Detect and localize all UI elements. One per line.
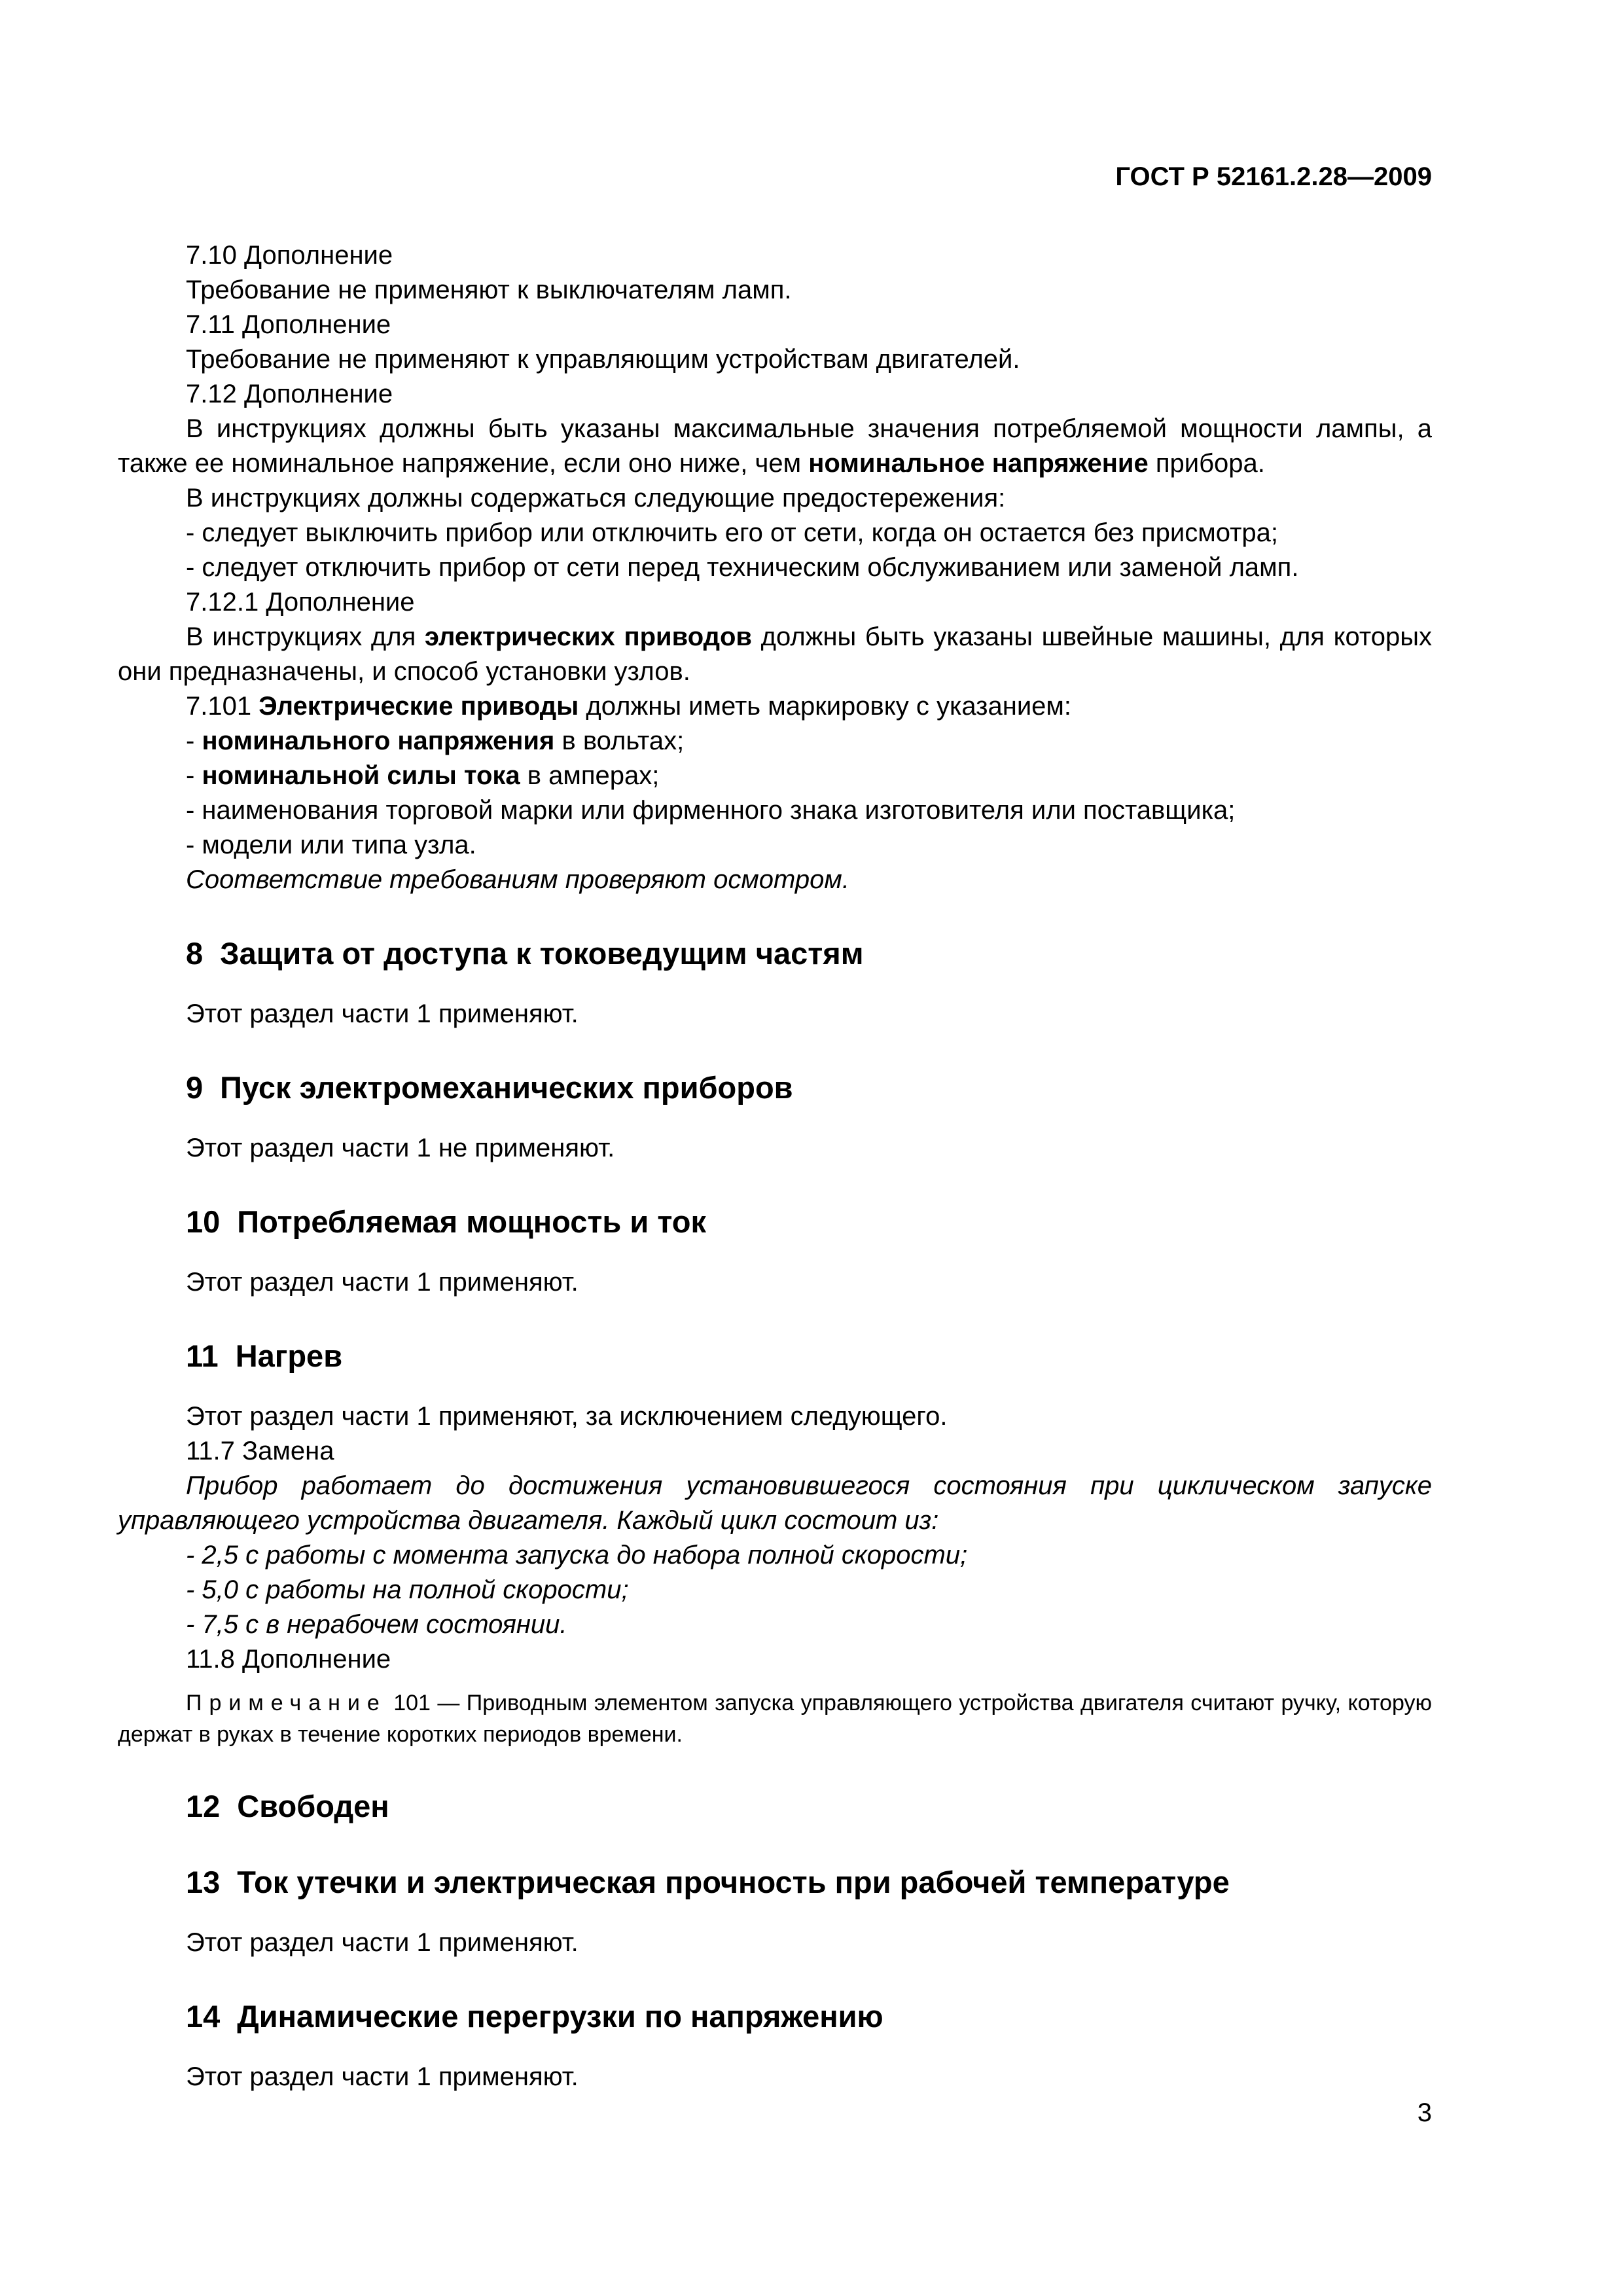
section-13-text: Этот раздел части 1 применяют. xyxy=(186,1928,579,1957)
list-item xyxy=(118,724,1432,759)
note-101 xyxy=(118,1687,1432,1750)
section-12-heading xyxy=(118,1787,1432,1826)
section-10-text: Этот раздел части 1 применяют. xyxy=(186,1268,579,1297)
term-rated-voltage-gen: номинального напряжения xyxy=(202,726,555,755)
list-item: - 7,5 с в нерабочем состоянии. xyxy=(186,1610,567,1639)
list-item-rest: в вольтах; xyxy=(554,726,685,755)
clause-7-101-text xyxy=(118,689,1432,724)
list-item: - наименования торговой марки или фирменного знака изготовителя или поставщика; xyxy=(186,796,1236,825)
list-item: - следует выключить прибор или отключить его от сети, когда он остается без присмотра; xyxy=(186,518,1279,547)
section-8-text: Этот раздел части 1 применяют. xyxy=(186,999,579,1028)
section-title: Свободен xyxy=(237,1789,389,1823)
clause-7-12-text-a: В инструкциях должны быть указаны максимальные значения потребляемой мощности лампы, а также ее номинальное напряжение, если оно ниже, чем xyxy=(118,414,1432,478)
section-10-heading xyxy=(118,1202,1432,1242)
clause-7-12-1-text-a: В инструкциях для xyxy=(186,622,425,651)
section-title: Ток утечки и электрическая прочность при рабочей температуре xyxy=(237,1865,1230,1899)
clause-7-11-heading: 7.11 Дополнение xyxy=(186,310,391,339)
clause-7-101-rest: должны иметь маркировку с указанием: xyxy=(579,692,1072,721)
note-label: Примечание xyxy=(186,1691,387,1715)
section-9-heading xyxy=(118,1068,1432,1107)
document-code-header: ГОСТ Р 52161.2.28—2009 xyxy=(1115,162,1432,191)
section-title: Потребляемая мощность и ток xyxy=(237,1204,706,1239)
compliance-check-text: Соответствие требованиям проверяют осмотром. xyxy=(186,865,849,894)
page-number: 3 xyxy=(1417,2098,1432,2127)
clause-7-11-text: Требование не применяют к управляющим устройствам двигателей. xyxy=(186,345,1020,374)
section-11-text: Этот раздел части 1 применяют, за исключением следующего. xyxy=(186,1402,948,1431)
list-item: - 2,5 с работы с момента запуска до набора полной скорости; xyxy=(186,1541,968,1570)
section-number: 12 xyxy=(186,1789,221,1823)
term-electric-drives: электрических приводов xyxy=(424,622,753,651)
list-dash: - xyxy=(186,761,202,790)
clause-7-12-heading: 7.12 Дополнение xyxy=(186,380,393,408)
clause-7-10-heading: 7.10 Дополнение xyxy=(186,241,393,270)
term-electric-drives-caps: Электрические приводы xyxy=(259,692,579,721)
list-dash: - xyxy=(186,726,202,755)
note-text: 101 — Приводным элементом запуска управляющего устройства двигателя считают ручку, которую держат в руках в течение коротких периодов времени. xyxy=(118,1691,1432,1747)
section-title: Пуск электромеханических приборов xyxy=(220,1070,793,1105)
clause-7-12-1-heading: 7.12.1 Дополнение xyxy=(186,588,415,617)
clause-7-12-1-text xyxy=(118,620,1432,689)
section-number: 14 xyxy=(186,1999,221,2034)
list-item: - 5,0 с работы на полной скорости; xyxy=(186,1575,629,1604)
section-title: Нагрев xyxy=(235,1338,343,1373)
term-rated-current: номинальной силы тока xyxy=(202,761,520,790)
section-11-heading xyxy=(118,1336,1432,1376)
document-body xyxy=(118,238,1432,2094)
section-8-heading xyxy=(118,934,1432,973)
term-rated-voltage: номинальное напряжение xyxy=(808,449,1149,478)
list-item: - модели или типа узла. xyxy=(186,831,476,859)
clause-7-12-text-b: прибора. xyxy=(1148,449,1265,478)
section-14-text: Этот раздел части 1 применяют. xyxy=(186,2062,579,2091)
section-13-heading xyxy=(118,1863,1432,1902)
section-number: 11 xyxy=(186,1338,219,1373)
list-item: - следует отключить прибор от сети перед техническим обслуживанием или заменой ламп. xyxy=(186,553,1299,582)
clause-7-12-warnings-intro: В инструкциях должны содержаться следующие предостережения: xyxy=(186,484,1006,512)
list-item xyxy=(118,759,1432,793)
section-14-heading xyxy=(118,1997,1432,2036)
section-number: 9 xyxy=(186,1070,204,1105)
clause-11-7-heading: 11.7 Замена xyxy=(186,1437,334,1465)
list-item-rest: в амперах; xyxy=(520,761,660,790)
clause-7-12-text xyxy=(118,412,1432,481)
section-9-text: Этот раздел части 1 не применяют. xyxy=(186,1134,615,1162)
clause-7-101-number: 7.101 xyxy=(186,692,259,721)
clause-7-10-text: Требование не применяют к выключателям ламп. xyxy=(186,276,792,304)
section-title: Динамические перегрузки по напряжению xyxy=(237,1999,883,2034)
section-number: 8 xyxy=(186,936,204,971)
section-title: Защита от доступа к токоведущим частям xyxy=(220,936,864,971)
section-number: 10 xyxy=(186,1204,221,1239)
clause-11-8-heading: 11.8 Дополнение xyxy=(186,1645,391,1674)
clause-7-12-1-text-b: должны быть указаны швейные машины, для которых они предназначены, и способ установки узлов. xyxy=(118,622,1433,686)
section-number: 13 xyxy=(186,1865,221,1899)
clause-11-7-text: Прибор работает до достижения установившегося состояния при циклическом запуске управляющего устройства двигателя. Каждый цикл состоит из: xyxy=(118,1471,1432,1535)
